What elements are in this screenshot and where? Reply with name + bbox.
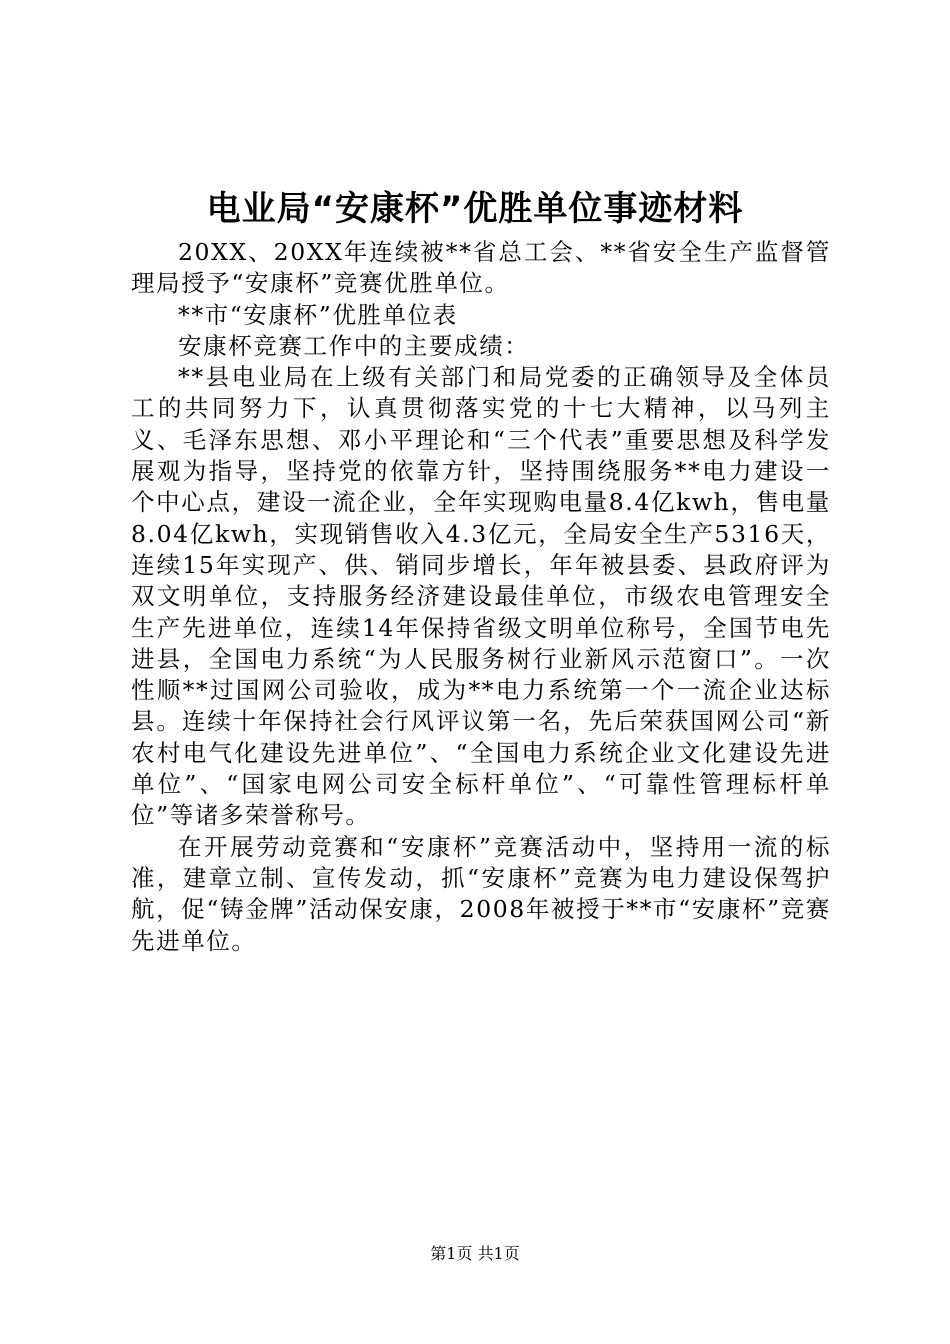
paragraph-main-achievements: **县电业局在上级有关部门和局党委的正确领导及全体员工的共同努力下，认真贯彻落实党的十七大精神，以马列主义、毛泽东思想、邓小平理论和“三个代表”重要思想及科学发展观为指导，坚持党的依靠方针，坚持围绕服务**电力建设一个中心点，建设一流企业，全年实现购电量8.4亿kwh，售电量8.04亿kwh，实现销售收入4.3亿元，全局安全生产5316天，连续15年实现产、供、销同步增长，年年被县委、县政府评为双文明单位，支持服务经济建设最佳单位，市级农电管理安全生产先进单位，连续14年保持省级文明单位称号，全国节电先进县，全国电力系统“为人民服务树行业新风示范窗口”。一次性顺**过国网公司验收，成为**电力系统第一个一流企业达标县。连续十年保持社会行风评议第一名，先后荣获国网公司“新农村电气化建设先进单位”、“全国电力系统企业文化建设先进单位”、“国家电网公司安全标杆单位”、“可靠性管理标杆单位”等诸多荣誉称号。 [131,363,831,830]
paragraph-award-intro: 20XX、20XX年连续被**省总工会、**省安全生产监督管理局授予“安康杯”竞赛优胜单位。 [131,238,831,298]
paragraph-competition-activities: 在开展劳动竞赛和“安康杯”竞赛活动中，坚持用一流的标准，建章立制、宣传发动，抓“安康杯”竞赛为电力建设保驾护航，促“铸金牌”活动保安康，2008年被授于**市“安康杯”竞赛先进单位。 [131,832,831,955]
paragraph-achievements-heading: 安康杯竞赛工作中的主要成绩： [178,331,530,360]
document-title: 电业局“安康杯”优胜单位事迹材料 [206,189,744,229]
paragraph-city-table: **市“安康杯”优胜单位表 [178,300,458,329]
page-footer: 第1页 共1页 [430,1244,520,1263]
document-body [131,237,831,957]
